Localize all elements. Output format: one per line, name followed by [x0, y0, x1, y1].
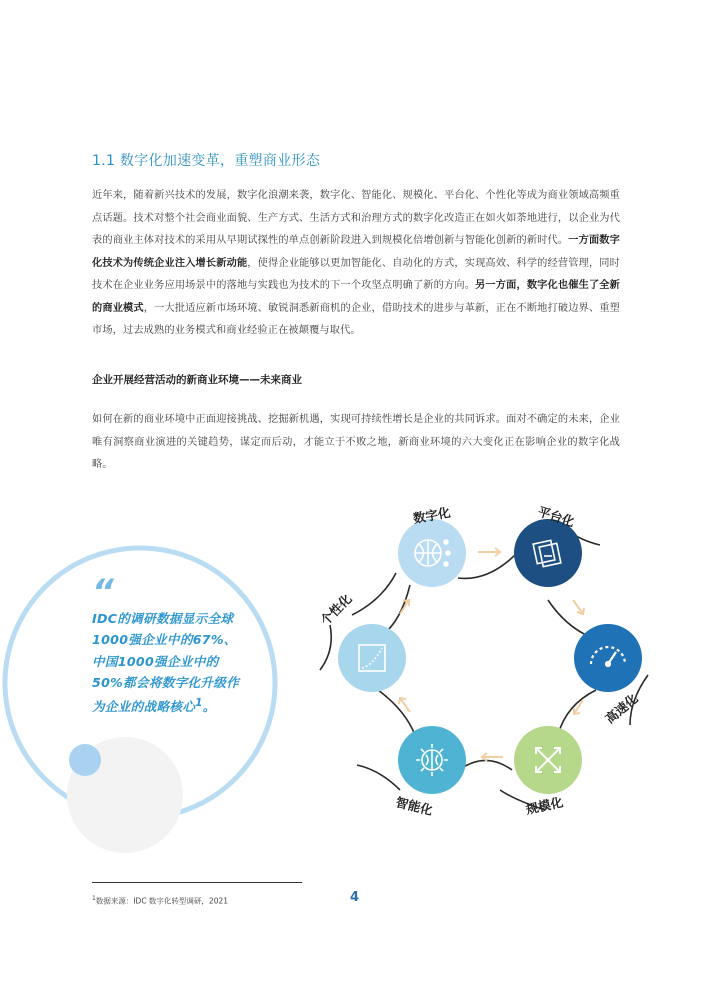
paragraph-text: ，使得企业能够以更加智能化、自动化的方式，实现高效、科学的经营管理，同时技术在企业业务应用场景中的落地与实践也为技术的下一个攻坚点明确了新的方向。	[92, 257, 620, 291]
intro-paragraph	[92, 185, 620, 343]
node-label-intelligence: 智能化	[394, 794, 435, 818]
section-title: 1.1 数字化加速变革，重塑商业形态	[92, 153, 321, 169]
node-label-platform: 平台化	[536, 503, 577, 530]
quote-footnote-ref: 1	[195, 697, 203, 710]
node-scale	[514, 726, 582, 794]
context-paragraph: 如何在新的商业环境中正面迎接挑战、挖掘新机遇，实现可持续性增长是企业的共同诉求。面对不确定的未来，企业唯有洞察商业演进的关键趋势，谋定而后动，才能立于不败之地，新商业环境的六大变化正在影响企业的数字化战略。	[92, 414, 620, 470]
footnote-text: 数据来源：IDC 数字化转型调研，2021	[95, 896, 229, 906]
node-label-speed: 高速化	[602, 690, 641, 727]
node-speed	[574, 624, 642, 692]
paragraph-bold-text: 一方面数字化技术为传统企业注入增长新动能	[92, 235, 620, 269]
page-number: 4	[350, 890, 360, 905]
paragraph-text: 近年来，随着新兴技术的发展，数字化浪潮来袭，数字化、智能化、规模化、平台化、个性化等成为商业领域高频重点话题。技术对整个社会商业面貌、生产方式、生活方式和治理方式的数字化改造正在如火如荼地进行，以企业为代表的商业主体对技术的采用从早期试探性的单点创新阶段进入到规模化倍增创新与智能化创新的新时代。	[92, 190, 620, 246]
node-intelligence	[398, 726, 466, 794]
paragraph-bold-text: 另一方面，数字化也催生了全新的商业模式	[92, 280, 620, 314]
node-label-digital: 数字化	[411, 504, 452, 526]
node-label-personalization: 个性化	[317, 590, 355, 629]
quote-end: 。	[202, 699, 216, 715]
decor-dot	[69, 744, 101, 776]
footnote-divider	[92, 882, 302, 883]
node-personalization	[338, 624, 406, 692]
footnote-ref: 1	[92, 895, 96, 902]
footnote	[92, 895, 228, 907]
quote-mark-icon: “	[92, 572, 114, 612]
quote-text: IDC的调研数据显示全球1000强企业中的67%、中国1000强企业中的50%都会将数字化升级作为企业的战略核心	[92, 611, 240, 715]
pull-quote	[92, 608, 242, 718]
subheading: 企业开展经营活动的新商业环境——未来商业	[92, 374, 302, 386]
node-label-scale: 规模化	[524, 794, 565, 817]
node-digital	[398, 519, 466, 587]
paragraph-text: ，一大批适应新市场环境、敏锐洞悉新商机的企业，借助技术的进步与革新，正在不断地打破边界、重塑市场，过去成熟的业务模式和商业经验正在被颠覆与取代。	[92, 302, 620, 336]
